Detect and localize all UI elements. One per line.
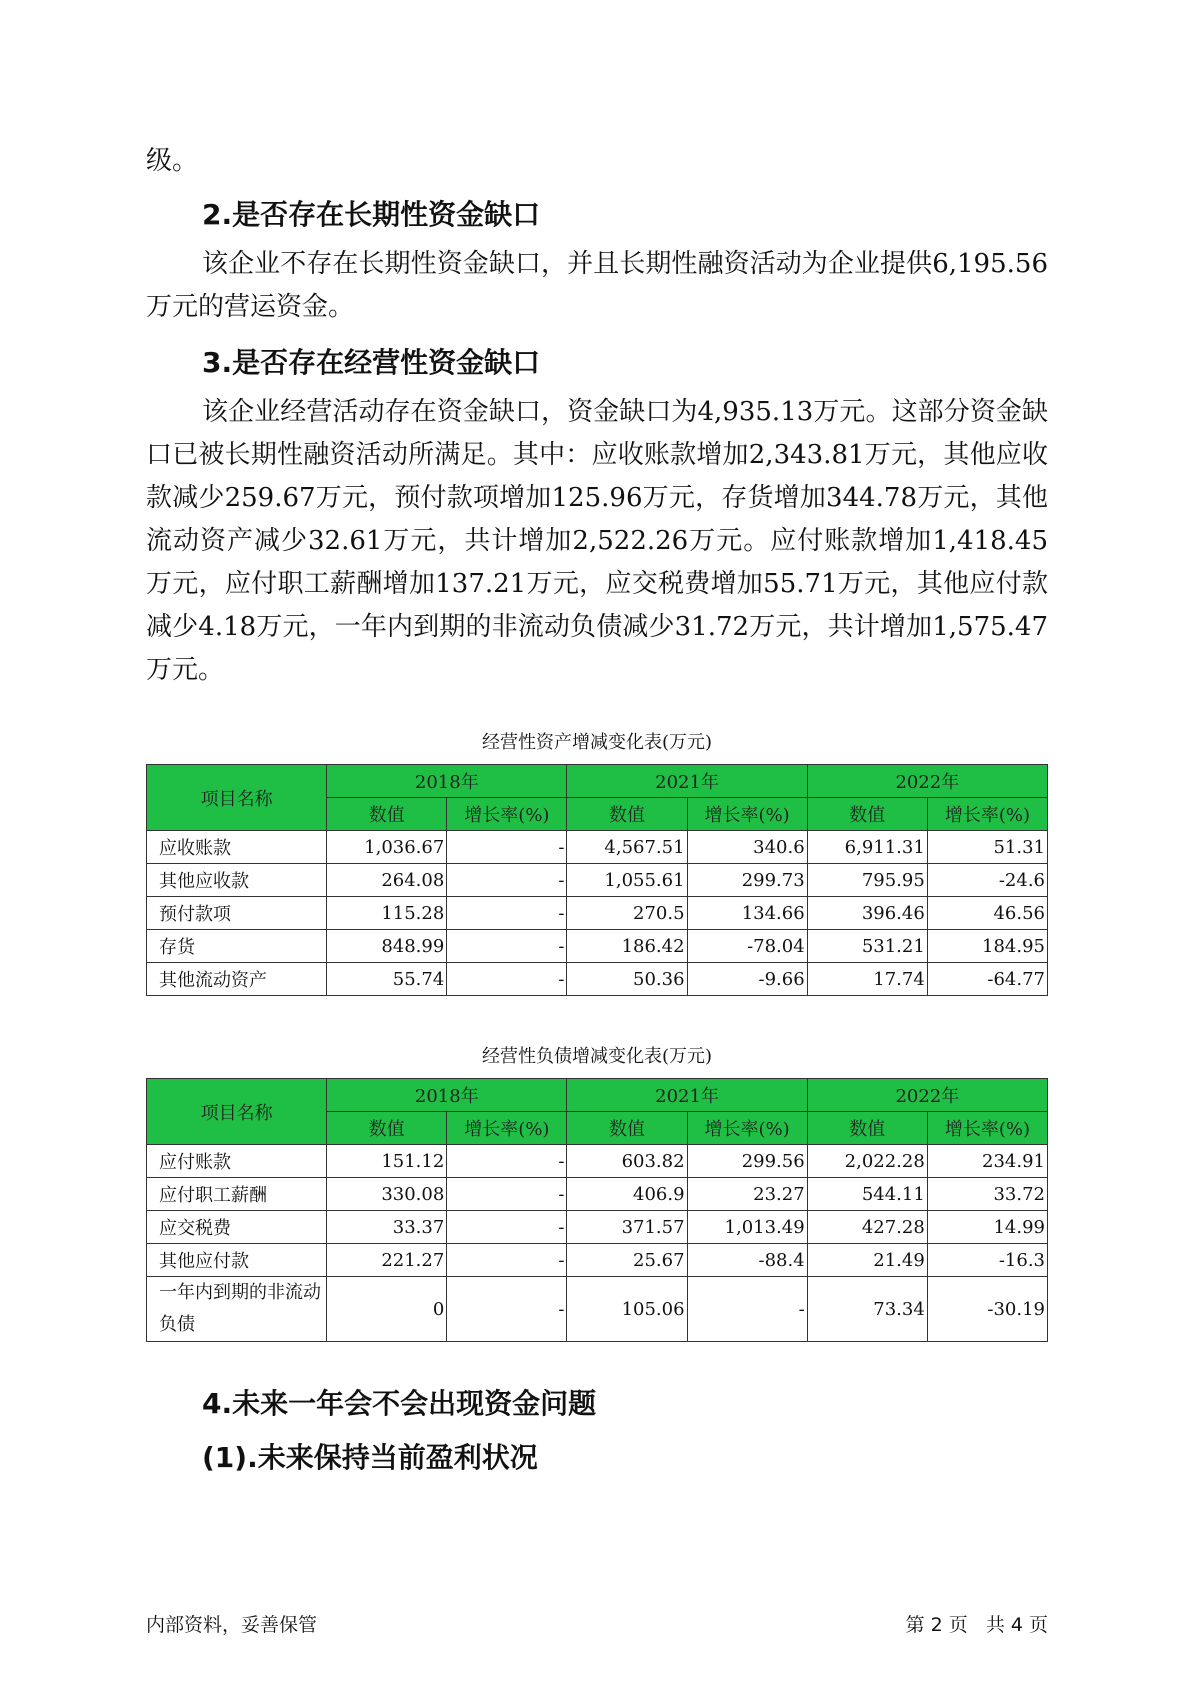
heading-next-year-funding: 4.未来一年会不会出现资金问题 [202,1387,597,1420]
table-operating-liabilities [146,1078,1048,1342]
cell-growth: - [447,1211,567,1244]
cell-value: 115.28 [327,897,447,930]
paragraph-operating-gap: 该企业经营活动存在资金缺口，资金缺口为4,935.13万元。这部分资金缺口已被长期性融资活动所满足。其中：应收账款增加2,343.81万元，其他应收款减少259.67万元，预付款项增加125.96万元，存货增加344.78万元，其他流动资产减少32.61万元，共计增加2,522.26万元。应付账款增加1,418.45万元，应付职工薪酬增加137.21万元，应交税费增加55.71万元，其他应付款减少4.18万元，一年内到期的非流动负债减少31.72万元，共计增加1,575.47万元。 [146,397,1048,685]
header-value: 数值 [327,798,447,831]
cell-value: 1,055.61 [567,864,687,897]
cell-item-name: 应付账款 [147,1145,327,1178]
table-operating-assets [146,764,1048,996]
cell-growth: 51.31 [927,831,1047,864]
cell-item-name: 其他流动资产 [147,963,327,996]
header-year-2018: 2018年 [327,1079,567,1112]
cell-value: 1,036.67 [327,831,447,864]
cell-growth: -30.19 [927,1277,1047,1342]
cell-growth: -64.77 [927,963,1047,996]
cell-item-name: 预付款项 [147,897,327,930]
header-year-2022: 2022年 [807,765,1047,798]
cell-item-name: 一年内到期的非流动负债 [147,1277,327,1342]
cell-value: 264.08 [327,864,447,897]
heading-operating-gap: 3.是否存在经营性资金缺口 [202,346,541,379]
table-caption-liabilities: 经营性负债增减变化表(万元) [481,1046,713,1067]
cell-value: 848.99 [327,930,447,963]
heading-long-term-gap: 2.是否存在长期性资金缺口 [202,198,541,231]
cell-value: 371.57 [567,1211,687,1244]
cell-value: 221.27 [327,1244,447,1277]
paragraph-continuation: 级。 [146,146,199,176]
cell-growth: 14.99 [927,1211,1047,1244]
cell-value: 603.82 [567,1145,687,1178]
cell-item-name: 存货 [147,930,327,963]
footer-page-number: 第 2 页 共 4 页 [905,1614,1048,1636]
header-growth: 增长率(%) [447,798,567,831]
header-year-2022: 2022年 [807,1079,1047,1112]
table-row [147,1211,1048,1244]
cell-item-name: 应交税费 [147,1211,327,1244]
cell-growth: - [447,1145,567,1178]
cell-value: 21.49 [807,1244,927,1277]
cell-value: 33.37 [327,1211,447,1244]
header-value: 数值 [567,1112,687,1145]
cell-growth: 1,013.49 [687,1211,807,1244]
cell-value: 795.95 [807,864,927,897]
cell-growth: - [447,1277,567,1342]
cell-item-name: 其他应收款 [147,864,327,897]
cell-value: 73.34 [807,1277,927,1342]
cell-growth: 234.91 [927,1145,1047,1178]
table-row [147,1277,1048,1342]
header-growth: 增长率(%) [687,1112,807,1145]
header-value: 数值 [807,1112,927,1145]
cell-growth: 184.95 [927,930,1047,963]
cell-value: 270.5 [567,897,687,930]
header-growth: 增长率(%) [927,798,1047,831]
cell-growth: -78.04 [687,930,807,963]
cell-value: 105.06 [567,1277,687,1342]
cell-value: 427.28 [807,1211,927,1244]
cell-value: 17.74 [807,963,927,996]
header-value: 数值 [567,798,687,831]
header-item-name: 项目名称 [147,765,327,831]
cell-growth: 46.56 [927,897,1047,930]
paragraph-long-term-gap: 该企业不存在长期性资金缺口，并且长期性融资活动为企业提供6,195.56万元的营运资金。 [146,249,1048,322]
table-row [147,897,1048,930]
cell-growth: - [687,1277,807,1342]
cell-growth: - [447,963,567,996]
cell-growth: -16.3 [927,1244,1047,1277]
header-growth: 增长率(%) [687,798,807,831]
cell-value: 2,022.28 [807,1145,927,1178]
cell-item-name: 应收账款 [147,831,327,864]
cell-value: 50.36 [567,963,687,996]
header-growth: 增长率(%) [927,1112,1047,1145]
table-row [147,864,1048,897]
cell-value: 6,911.31 [807,831,927,864]
cell-growth: - [447,897,567,930]
cell-growth: - [447,930,567,963]
cell-growth: 299.56 [687,1145,807,1178]
cell-growth: 299.73 [687,864,807,897]
cell-growth: - [447,1178,567,1211]
table-row [147,1145,1048,1178]
table-row [147,831,1048,864]
header-value: 数值 [807,798,927,831]
cell-item-name: 应付职工薪酬 [147,1178,327,1211]
header-year-2021: 2021年 [567,765,807,798]
cell-value: 544.11 [807,1178,927,1211]
table-caption-assets: 经营性资产增减变化表(万元) [481,732,713,753]
header-item-name: 项目名称 [147,1079,327,1145]
cell-value: 406.9 [567,1178,687,1211]
cell-value: 55.74 [327,963,447,996]
cell-value: 396.46 [807,897,927,930]
cell-item-name: 其他应付款 [147,1244,327,1277]
cell-growth: - [447,831,567,864]
header-growth: 增长率(%) [447,1112,567,1145]
cell-growth: 134.66 [687,897,807,930]
cell-growth: -24.6 [927,864,1047,897]
header-value: 数值 [327,1112,447,1145]
cell-value: 4,567.51 [567,831,687,864]
cell-growth: -88.4 [687,1244,807,1277]
header-year-2018: 2018年 [327,765,567,798]
header-year-2021: 2021年 [567,1079,807,1112]
cell-value: 186.42 [567,930,687,963]
heading-keep-profitability: (1).未来保持当前盈利状况 [202,1441,538,1474]
cell-value: 0 [327,1277,447,1342]
table-row [147,1244,1048,1277]
cell-value: 330.08 [327,1178,447,1211]
cell-value: 531.21 [807,930,927,963]
footer-confidential: 内部资料，妥善保管 [146,1614,318,1636]
cell-growth: -9.66 [687,963,807,996]
table-row [147,930,1048,963]
table-row [147,963,1048,996]
cell-growth: 33.72 [927,1178,1047,1211]
cell-value: 25.67 [567,1244,687,1277]
cell-growth: 340.6 [687,831,807,864]
cell-growth: 23.27 [687,1178,807,1211]
cell-growth: - [447,864,567,897]
table-row [147,1178,1048,1211]
cell-value: 151.12 [327,1145,447,1178]
cell-growth: - [447,1244,567,1277]
